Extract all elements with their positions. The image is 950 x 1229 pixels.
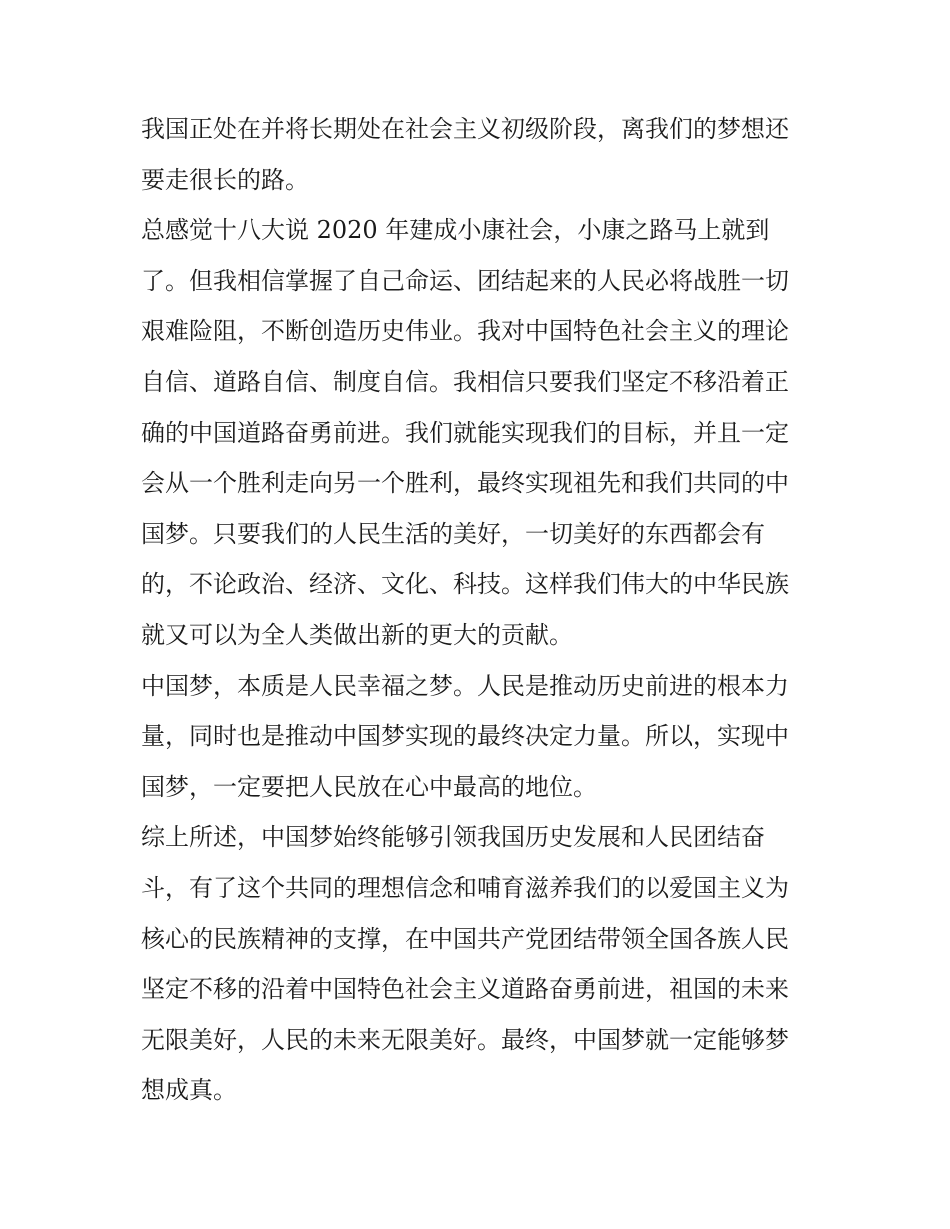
text-line: 艰难险阻，不断创造历史伟业。我对中国特色社会主义的理论 xyxy=(141,317,789,346)
text-line: 坚定不移的沿着中国特色社会主义道路奋勇前进，祖国的未来 xyxy=(141,975,789,1004)
text-line: 核心的民族精神的支撑，在中国共产党团结带领全国各族人民 xyxy=(141,924,789,953)
text-line: 国梦，一定要把人民放在心中最高的地位。 xyxy=(141,772,597,801)
text-line: 会从一个胜利走向另一个胜利，最终实现祖先和我们共同的中 xyxy=(141,469,789,498)
text-line: 的，不论政治、经济、文化、科技。这样我们伟大的中华民族 xyxy=(141,570,789,599)
text-line: 综上所述，中国梦始终能够引领我国历史发展和人民团结奋 xyxy=(141,823,765,852)
text-line: 无限美好，人民的未来无限美好。最终，中国梦就一定能够梦 xyxy=(141,1025,789,1054)
text-line: 要走很长的路。 xyxy=(141,165,309,194)
text-line: 斗，有了这个共同的理想信念和哺育滋养我们的以爱国主义为 xyxy=(141,873,789,902)
text-line: 确的中国道路奋勇前进。我们就能实现我们的目标，并且一定 xyxy=(141,418,789,447)
body-text xyxy=(141,104,813,1116)
text-line: 自信、道路自信、制度自信。我相信只要我们坚定不移沿着正 xyxy=(141,367,789,396)
text-line: 国梦。只要我们的人民生活的美好，一切美好的东西都会有 xyxy=(141,519,765,548)
text-line: 量，同时也是推动中国梦实现的最终决定力量。所以，实现中 xyxy=(141,722,789,751)
text-line: 我国正处在并将长期处在社会主义初级阶段，离我们的梦想还 xyxy=(141,115,789,143)
text-line: 了。但我相信掌握了自己命运、团结起来的人民必将战胜一切 xyxy=(141,266,789,295)
text-line: 总感觉十八大说 2020 年建成小康社会，小康之路马上就到 xyxy=(141,216,770,245)
text-line: 中国梦，本质是人民幸福之梦。人民是推动历史前进的根本力 xyxy=(141,671,789,700)
text-line: 就又可以为全人类做出新的更大的贡献。 xyxy=(141,620,573,649)
text-line: 想成真。 xyxy=(141,1076,237,1105)
